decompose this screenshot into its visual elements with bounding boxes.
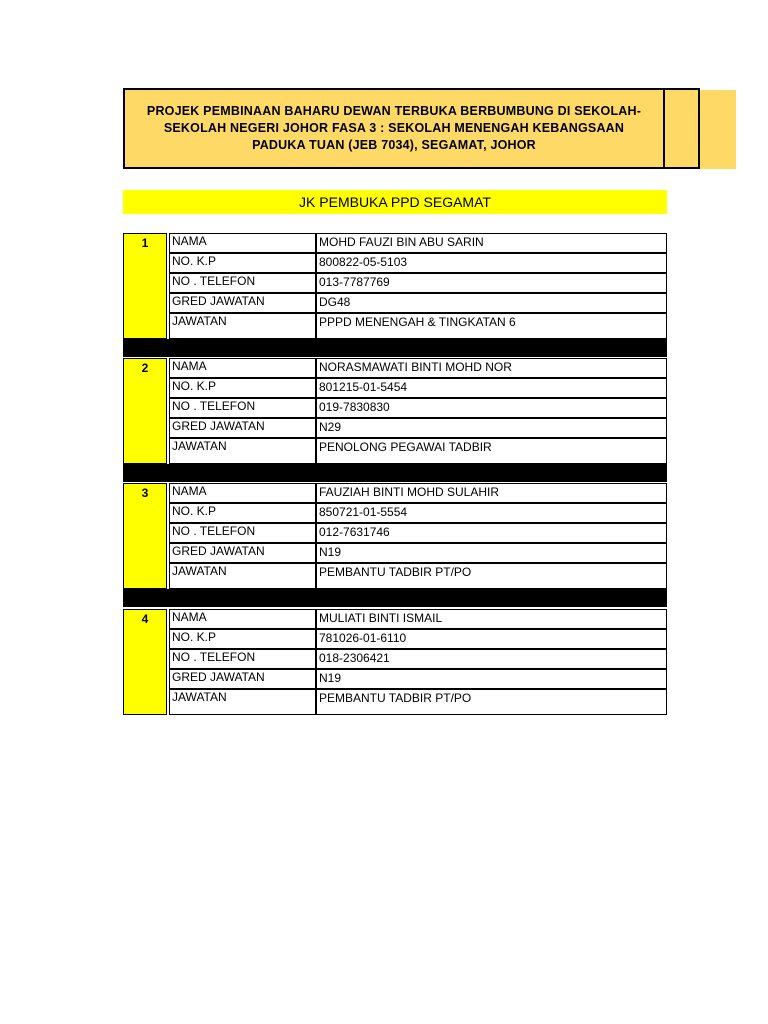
field-value: DG48 — [316, 293, 667, 313]
field-label: NO . TELEFON — [169, 273, 316, 293]
field-label: NAMA — [169, 609, 316, 629]
member-block-4 — [123, 609, 667, 715]
table-row — [169, 669, 667, 689]
field-label: NAMA — [169, 483, 316, 503]
table-row — [169, 438, 667, 464]
field-value: FAUZIAH BINTI MOHD SULAHIR — [316, 483, 667, 503]
table-row — [169, 483, 667, 503]
table-row — [169, 398, 667, 418]
field-value: PEMBANTU TADBIR PT/PO — [316, 563, 667, 589]
black-divider — [123, 464, 667, 482]
field-value: PEMBANTU TADBIR PT/PO — [316, 689, 667, 715]
field-label: GRED JAWATAN — [169, 418, 316, 438]
title-line-3: PADUKA TUAN (JEB 7034), SEGAMAT, JOHOR — [252, 138, 536, 152]
member-block-3 — [123, 483, 667, 589]
table-row — [169, 689, 667, 715]
field-label: NO . TELEFON — [169, 523, 316, 543]
document-title — [141, 103, 647, 154]
field-value: MOHD FAUZI BIN ABU SARIN — [316, 233, 667, 253]
table-row — [169, 563, 667, 589]
title-line-2: SEKOLAH NEGERI JOHOR FASA 3 : SEKOLAH MENENGAH KEBANGSAAN — [163, 121, 625, 135]
field-value: PENOLONG PEGAWAI TADBIR — [316, 438, 667, 464]
title-side-cell — [665, 88, 700, 169]
field-value: 781026-01-6110 — [316, 629, 667, 649]
field-label: JAWATAN — [169, 689, 316, 715]
table-row — [169, 293, 667, 313]
member-block-1 — [123, 233, 667, 339]
field-label: NO . TELEFON — [169, 649, 316, 669]
field-value: 012-7631746 — [316, 523, 667, 543]
table-row — [169, 418, 667, 438]
field-value: 018-2306421 — [316, 649, 667, 669]
field-label: NO. K.P — [169, 378, 316, 398]
field-label: NAMA — [169, 358, 316, 378]
field-label: GRED JAWATAN — [169, 669, 316, 689]
table-row — [169, 273, 667, 293]
field-value: N19 — [316, 669, 667, 689]
table-row — [169, 233, 667, 253]
field-label: JAWATAN — [169, 313, 316, 339]
black-divider — [123, 339, 667, 357]
field-value: 800822-05-5103 — [316, 253, 667, 273]
table-row — [169, 358, 667, 378]
table-row — [169, 313, 667, 339]
member-number: 2 — [123, 358, 167, 464]
member-number: 4 — [123, 609, 167, 715]
field-label: GRED JAWATAN — [169, 293, 316, 313]
field-label: NO . TELEFON — [169, 398, 316, 418]
member-block-2 — [123, 358, 667, 464]
field-value: PPPD MENENGAH & TINGKATAN 6 — [316, 313, 667, 339]
table-row — [169, 503, 667, 523]
field-label: NO. K.P — [169, 629, 316, 649]
field-label: GRED JAWATAN — [169, 543, 316, 563]
table-row — [169, 523, 667, 543]
field-label: JAWATAN — [169, 438, 316, 464]
field-value: NORASMAWATI BINTI MOHD NOR — [316, 358, 667, 378]
table-row — [169, 378, 667, 398]
field-value: N29 — [316, 418, 667, 438]
table-row — [169, 253, 667, 273]
table-row — [169, 649, 667, 669]
field-label: JAWATAN — [169, 563, 316, 589]
field-label: NO. K.P — [169, 253, 316, 273]
field-value: 850721-01-5554 — [316, 503, 667, 523]
table-row — [169, 543, 667, 563]
committee-heading: JK PEMBUKA PPD SEGAMAT — [123, 190, 667, 214]
field-label: NO. K.P — [169, 503, 316, 523]
field-value: 019-7830830 — [316, 398, 667, 418]
black-divider — [123, 589, 667, 607]
document-title-box — [123, 88, 665, 169]
field-label: NAMA — [169, 233, 316, 253]
member-number: 1 — [123, 233, 167, 339]
field-value: 013-7787769 — [316, 273, 667, 293]
field-value: N19 — [316, 543, 667, 563]
table-row — [169, 629, 667, 649]
title-side-fill — [700, 90, 736, 169]
field-value: 801215-01-5454 — [316, 378, 667, 398]
member-number: 3 — [123, 483, 167, 589]
table-row — [169, 609, 667, 629]
title-line-1: PROJEK PEMBINAAN BAHARU DEWAN TERBUKA BERBUMBUNG DI SEKOLAH- — [146, 104, 642, 118]
field-value: MULIATI BINTI ISMAIL — [316, 609, 667, 629]
